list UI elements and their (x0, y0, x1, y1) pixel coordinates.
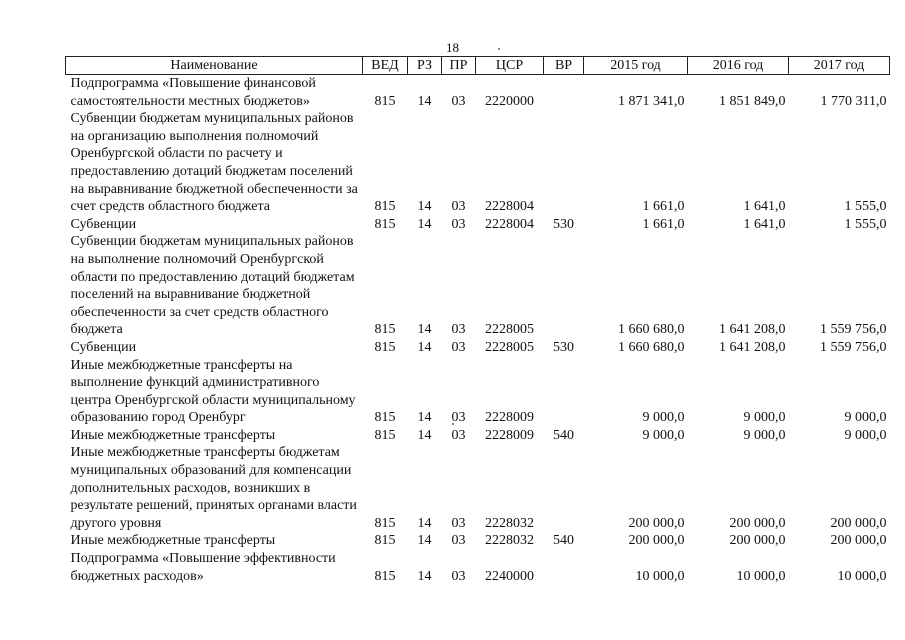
table-row (66, 233, 890, 339)
row-name: Иные межбюджетные трансферты на выполнение функций административного центра Оренбургской области муниципальному образованию город Оренбург (70, 357, 356, 426)
row-2015: 10 000,0 (635, 568, 685, 584)
row-rz: 14 (417, 93, 432, 109)
table-header-row (66, 57, 890, 75)
row-2016: 10 000,0 (736, 568, 786, 584)
header-name: Наименование (66, 57, 363, 75)
row-2016: 1 641 208,0 (719, 322, 786, 338)
row-name: Иные межбюджетные трансферты (70, 427, 276, 443)
header-2017: 2017 год (789, 57, 890, 75)
row-2016: 9 000,0 (743, 427, 786, 443)
row-ved: 815 (374, 427, 396, 443)
row-rz: 14 (417, 427, 432, 443)
row-vr (544, 550, 584, 585)
row-rz: 14 (417, 339, 432, 355)
row-pr: 03 (451, 322, 466, 338)
row-2015: 1 661,0 (642, 199, 685, 215)
row-csr: 2228009 (485, 410, 534, 426)
budget-table (65, 56, 890, 585)
row-pr: 03 (451, 427, 466, 443)
row-rz: 14 (417, 216, 432, 232)
row-2017: 9 000,0 (844, 410, 887, 426)
row-pr: 03 (451, 93, 466, 109)
row-pr: 03 (451, 216, 466, 232)
table-row (66, 550, 890, 585)
row-2015: 1 871 341,0 (618, 93, 685, 109)
row-2017: 10 000,0 (837, 568, 887, 584)
row-csr: 2228005 (485, 322, 534, 338)
row-2017: 1 555,0 (844, 199, 887, 215)
row-vr: 540 (553, 533, 574, 549)
header-vr: ВР (544, 57, 584, 75)
table-row (66, 216, 890, 234)
row-2017: 9 000,0 (844, 427, 887, 443)
page-number: 18 (446, 40, 459, 55)
row-2015: 1 661,0 (642, 216, 685, 232)
row-ved: 815 (374, 339, 396, 355)
row-name: Субвенции бюджетам муниципальных районов на выполнение полномочий Оренбургской области по предоставлению дотаций бюджетам поселений на выравнивание бюджетной обеспеченности за счет средств областного бюджета (70, 234, 355, 338)
row-vr: 530 (553, 339, 574, 355)
row-vr (544, 110, 584, 216)
header-csr: ЦСР (476, 57, 544, 75)
row-ved: 815 (374, 515, 396, 531)
row-pr: 03 (451, 533, 466, 549)
row-name: Субвенции бюджетам муниципальных районов на организацию выполнения полномочий Оренбургской области по расчету и предоставлению дотаций бюджетам поселений на выравнивание бюджетной обеспеченности за счет средств областного бюджета (70, 111, 358, 215)
row-2017: 1 555,0 (844, 216, 887, 232)
table-row (66, 110, 890, 216)
row-pr: 03 (451, 199, 466, 215)
row-csr: 2228004 (485, 199, 534, 215)
table-row (66, 427, 890, 445)
row-2015: 200 000,0 (628, 533, 685, 549)
row-name: Подпрограмма «Повышение финансовой самостоятельности местных бюджетов» (70, 76, 316, 109)
table-body (66, 75, 890, 586)
row-rz: 14 (417, 410, 432, 426)
row-2015: 9 000,0 (642, 427, 685, 443)
row-2017: 200 000,0 (830, 515, 887, 531)
row-2017: 1 559 756,0 (820, 322, 887, 338)
row-csr: 2228004 (485, 216, 534, 232)
row-2016: 200 000,0 (729, 533, 786, 549)
row-2015: 9 000,0 (642, 410, 685, 426)
row-rz: 14 (417, 533, 432, 549)
row-ved: 815 (374, 322, 396, 338)
row-2015: 200 000,0 (628, 515, 685, 531)
row-2016: 200 000,0 (729, 515, 786, 531)
table-row (66, 75, 890, 111)
row-2016: 1 851 849,0 (719, 93, 786, 109)
row-name: Подпрограмма «Повышение эффективности бюджетных расходов» (70, 551, 336, 584)
row-rz: 14 (417, 568, 432, 584)
row-2017: 200 000,0 (830, 533, 887, 549)
row-pr: 03 (451, 339, 466, 355)
row-ved: 815 (374, 216, 396, 232)
row-ved: 815 (374, 410, 396, 426)
row-csr: 2228032 (485, 533, 534, 549)
row-2016: 1 641,0 (743, 216, 786, 232)
row-2016: 9 000,0 (743, 410, 786, 426)
row-name: Субвенции (70, 339, 137, 355)
row-vr (544, 357, 584, 427)
row-pr: 03 (451, 515, 466, 531)
row-2016: 1 641 208,0 (719, 339, 786, 355)
row-ved: 815 (374, 533, 396, 549)
row-vr (544, 75, 584, 111)
row-csr: 2220000 (485, 93, 534, 109)
header-2015: 2015 год (584, 57, 688, 75)
table-row (66, 532, 890, 550)
header-pr: ПР (442, 57, 476, 75)
row-2016: 1 641,0 (743, 199, 786, 215)
row-ved: 815 (374, 199, 396, 215)
table-row (66, 444, 890, 532)
row-rz: 14 (417, 515, 432, 531)
table-row (66, 357, 890, 427)
row-2017: 1 770 311,0 (820, 93, 887, 109)
row-rz: 14 (417, 322, 432, 338)
scan-speck (498, 48, 500, 50)
row-pr: 03 (451, 410, 466, 426)
row-name: Иные межбюджетные трансферты (70, 533, 276, 549)
row-2017: 1 559 756,0 (820, 339, 887, 355)
row-csr: 2228032 (485, 515, 534, 531)
header-rz: РЗ (408, 57, 442, 75)
row-name: Субвенции (70, 216, 137, 232)
row-csr: 2240000 (485, 568, 534, 584)
row-rz: 14 (417, 199, 432, 215)
header-2016: 2016 год (688, 57, 789, 75)
row-vr (544, 444, 584, 532)
row-vr: 540 (553, 427, 574, 443)
row-2015: 1 660 680,0 (618, 322, 685, 338)
row-pr: 03 (451, 568, 466, 584)
row-2015: 1 660 680,0 (618, 339, 685, 355)
row-csr: 2228009 (485, 427, 534, 443)
table-row (66, 339, 890, 357)
row-ved: 815 (374, 568, 396, 584)
row-csr: 2228005 (485, 339, 534, 355)
row-vr (544, 233, 584, 339)
header-ved: ВЕД (363, 57, 408, 75)
row-ved: 815 (374, 93, 396, 109)
row-name: Иные межбюджетные трансферты бюджетам муниципальных образований для компенсации дополнительных расходов, возникших в результате решений, принятых органами власти другого уровня (70, 445, 357, 531)
row-vr: 530 (553, 216, 574, 232)
